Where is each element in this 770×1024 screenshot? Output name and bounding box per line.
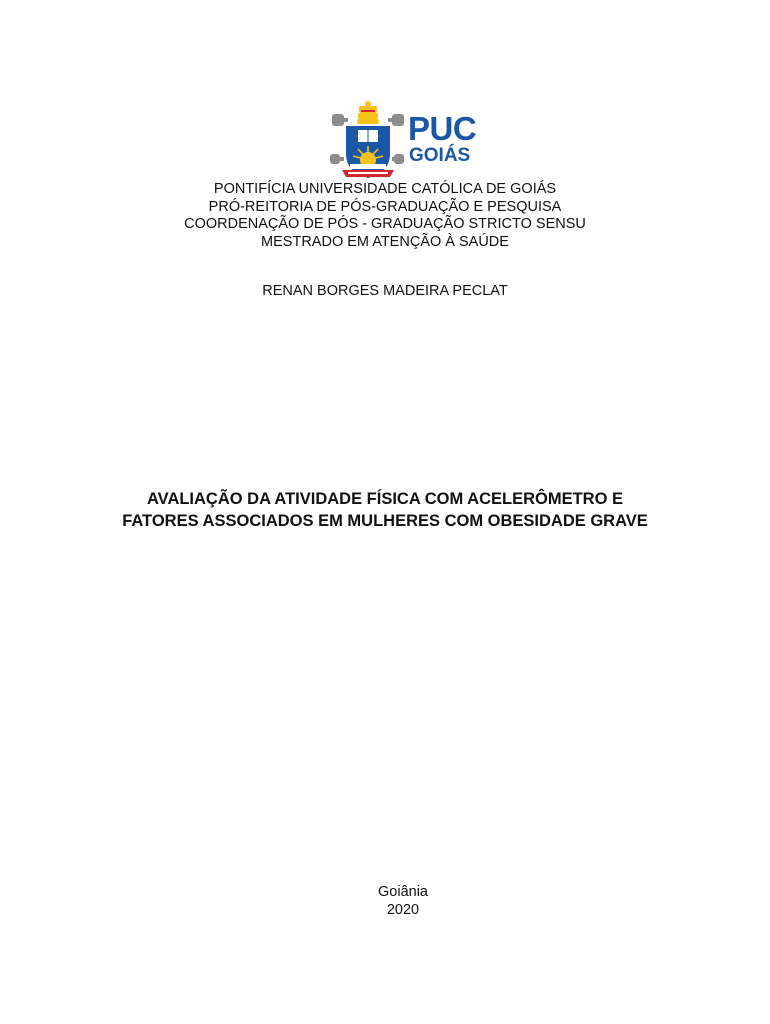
year: 2020 — [386, 901, 420, 918]
logo-brand-goias: GOIÁS — [409, 145, 471, 166]
puc-goias-logo — [328, 100, 480, 180]
title-line-1: AVALIAÇÃO DA ATIVIDADE FÍSICA COM ACELERÔMETRO E — [146, 490, 624, 508]
header-line-coordination: COORDENAÇÃO DE PÓS - GRADUAÇÃO STRICTO SENSU — [184, 216, 586, 232]
thesis-title — [0, 488, 770, 532]
title-line-2: FATORES ASSOCIADOS EM MULHERES COM OBESIDADE GRAVE — [122, 512, 648, 530]
logo-brand-puc: PUC — [408, 110, 477, 147]
place-and-date — [0, 884, 770, 919]
city: Goiânia — [378, 884, 428, 900]
institution-header — [0, 181, 770, 251]
header-line-program: MESTRADO EM ATENÇÃO À SAÚDE — [261, 233, 509, 250]
header-line-pro-rectorate: PRÓ-REITORIA DE PÓS-GRADUAÇÃO E PESQUISA — [208, 198, 562, 215]
university-coat-of-arms-icon — [328, 100, 408, 180]
header-line-university: PONTIFÍCIA UNIVERSIDADE CATÓLICA DE GOIÁS — [213, 181, 557, 197]
author-name: RENAN BORGES MADEIRA PECLAT — [262, 283, 508, 299]
